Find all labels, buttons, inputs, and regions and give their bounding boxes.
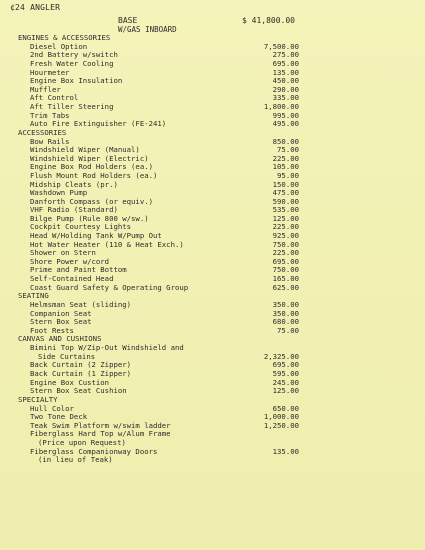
option-label: Windshield Wiper (Electric)	[30, 153, 149, 163]
option-price: 225.00	[272, 153, 299, 163]
option-label: Hourmeter	[30, 67, 70, 77]
option-label: ENGINES & ACCESSORIES	[18, 33, 111, 42]
option-price: 750.00	[272, 265, 299, 275]
option-label: Windshield Wiper (Manual)	[30, 145, 140, 155]
option-label: Teak Swim Platform w/swim ladder	[30, 420, 171, 430]
option-price: 350.00	[272, 300, 299, 310]
option-price: 475.00	[272, 188, 299, 198]
option-row	[0, 456, 425, 465]
option-price: 680.00	[272, 317, 299, 327]
option-price: 350.00	[272, 308, 299, 318]
option-label: Engine Box Custion	[30, 377, 110, 387]
option-price: 290.00	[272, 84, 299, 94]
option-row	[0, 284, 425, 293]
option-label: Flush Mount Rod Holders (ea.)	[30, 170, 158, 180]
option-label: 2nd Battery w/switch	[30, 50, 118, 60]
option-price: 695.00	[272, 360, 299, 370]
option-label: Side Curtains	[38, 351, 96, 361]
option-label: ACCESSORIES	[18, 127, 67, 137]
option-label: SPECIALTY	[18, 394, 58, 404]
option-label: Washdown Pump	[30, 188, 88, 198]
option-price: 750.00	[272, 239, 299, 249]
option-price: 105.00	[272, 162, 299, 172]
option-label: Hull Color	[30, 403, 74, 413]
option-label: Cockpit Courtesy Lights	[30, 222, 132, 232]
option-price: 7,500.00	[263, 41, 299, 51]
option-label: CANVAS AND CUSHIONS	[18, 334, 102, 344]
option-price: 535.00	[272, 205, 299, 215]
option-label: Stern Box Seat Cushion	[30, 386, 127, 396]
option-price: 335.00	[272, 93, 299, 103]
option-price: 245.00	[272, 377, 299, 387]
option-price: 590.00	[272, 196, 299, 206]
option-label: Trim Tabs	[30, 110, 70, 120]
option-price: 625.00	[272, 282, 299, 292]
option-label: VHF Radio (Standard)	[30, 205, 118, 215]
option-label: Auto Fire Extinguisher (FE-241)	[30, 119, 167, 129]
option-price: 165.00	[272, 274, 299, 284]
option-label: Foot Rests	[30, 325, 74, 335]
option-price: 75.00	[277, 145, 299, 155]
option-price: 995.00	[272, 110, 299, 120]
option-label: Engine Box Rod Holders (ea.)	[30, 162, 154, 172]
option-label: Bilge Pump (Rule 800 w/sw.)	[30, 213, 149, 223]
option-price: 495.00	[272, 119, 299, 129]
option-price: 850.00	[272, 136, 299, 146]
option-label: SEATING	[18, 291, 49, 301]
option-price: 135.00	[272, 446, 299, 456]
option-price: 1,000.00	[263, 412, 299, 422]
option-label: Shore Power w/cord	[30, 256, 110, 266]
option-label: Muffler	[30, 84, 61, 94]
option-price: 150.00	[272, 179, 299, 189]
option-label: Self-Contained Head	[30, 274, 114, 284]
option-price: 95.00	[277, 170, 299, 180]
option-label: Companion Seat	[30, 308, 92, 318]
option-label: Two Tone Deck	[30, 412, 88, 422]
option-label: Coast Guard Safety & Operating Group	[30, 282, 189, 292]
option-price: 125.00	[272, 386, 299, 396]
base-subtitle: W/GAS INBOARD	[118, 25, 177, 34]
option-price: 135.00	[272, 67, 299, 77]
option-label: Fiberglass Companionway Doors	[30, 446, 158, 456]
option-price: 925.00	[272, 231, 299, 241]
option-price: 125.00	[272, 213, 299, 223]
option-price: 595.00	[272, 368, 299, 378]
option-label: Aft Control	[30, 93, 79, 103]
option-label: (Price upon Request)	[38, 437, 126, 447]
option-label: Bow Rails	[30, 136, 70, 146]
base-price: $ 41,800.00	[242, 16, 295, 25]
option-price: 75.00	[277, 325, 299, 335]
option-label: (in lieu of Teak)	[38, 455, 113, 465]
option-label: Helmsman Seat (sliding)	[30, 300, 132, 310]
option-label: Hot Water Heater (110 & Heat Exch.)	[30, 239, 184, 249]
option-label: Aft Tiller Steering	[30, 101, 114, 111]
option-label: Head W/Holding Tank W/Pump Out	[30, 231, 162, 241]
option-price: 1,800.00	[263, 101, 299, 111]
option-price: 2,325.00	[263, 351, 299, 361]
option-price: 450.00	[272, 76, 299, 86]
option-label: Stern Box Seat	[30, 317, 92, 327]
option-label: Prime and Paint Bottom	[30, 265, 127, 275]
option-label: Back Curtain (1 Zipper)	[30, 368, 132, 378]
option-label: Fresh Water Cooling	[30, 58, 114, 68]
option-label: Diesel Option	[30, 41, 88, 51]
option-label: Danforth Compass (or equiv.)	[30, 196, 154, 206]
option-list	[0, 34, 425, 465]
option-price: 1,250.00	[263, 420, 299, 430]
option-row	[0, 77, 425, 86]
option-price: 275.00	[272, 50, 299, 60]
option-label: Fiberglass Hard Top w/Alum Frame	[30, 429, 171, 439]
option-price: 650.00	[272, 403, 299, 413]
option-price: 695.00	[272, 58, 299, 68]
model-title: ¢24 ANGLER	[10, 3, 61, 12]
option-label: Engine Box Insulation	[30, 76, 123, 86]
base-label: BASE	[118, 16, 138, 25]
option-price: 695.00	[272, 256, 299, 266]
option-label: Midship Cleats (pr.)	[30, 179, 118, 189]
option-label: Bimini Top W/Zip-Out Windshield and	[30, 343, 184, 353]
option-label: Back Curtain (2 Zipper)	[30, 360, 132, 370]
option-price: 225.00	[272, 222, 299, 232]
option-price: 225.00	[272, 248, 299, 258]
option-label: Shower on Stern	[30, 248, 96, 258]
option-row	[0, 387, 425, 396]
